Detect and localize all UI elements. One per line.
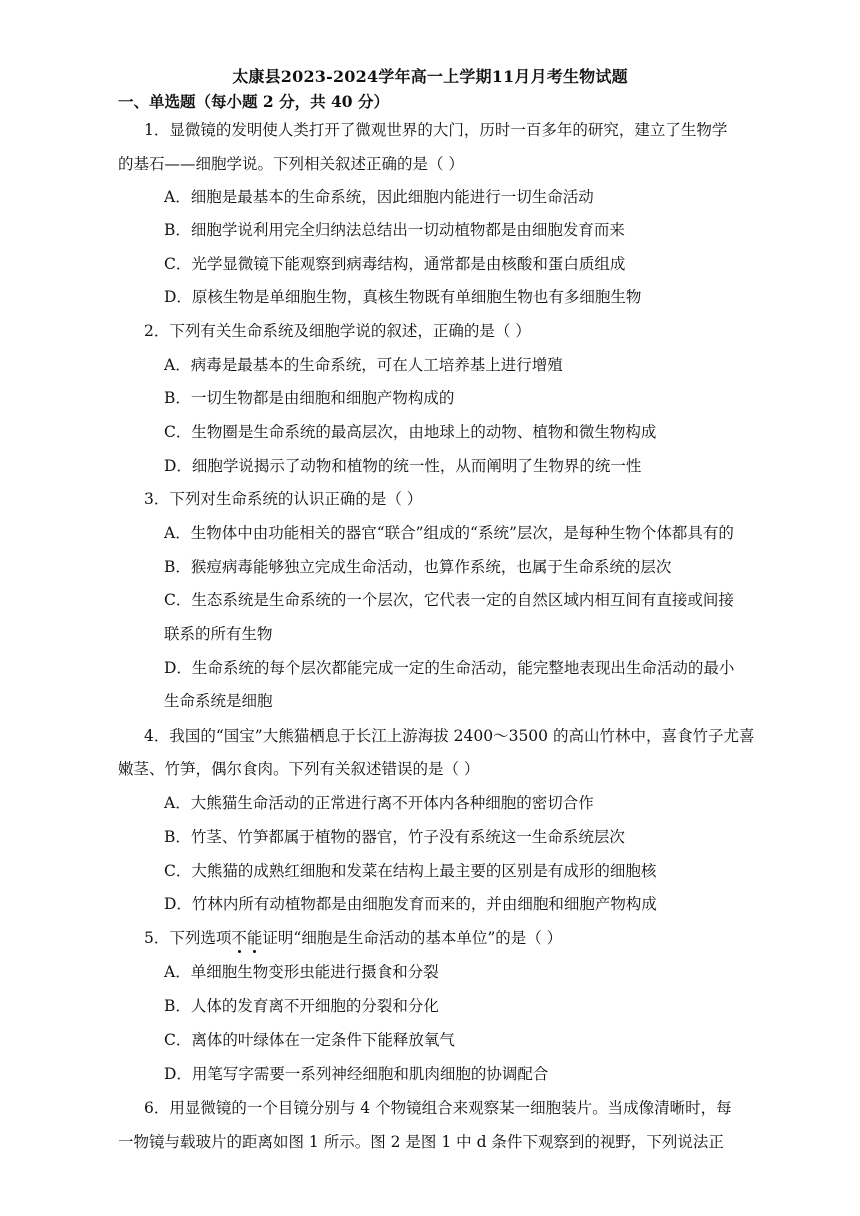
question-4-stem-line-1: 4．我国的“国宝”大熊猫栖息于长江上游海拔 2400～3500 的高山竹林中，喜食竹子尤喜 xyxy=(144,727,755,745)
question-3-stem: 3．下列对生命系统的认识正确的是（ ） xyxy=(144,490,423,508)
question-5-option-c: C．离体的叶绿体在一定条件下能释放氧气 xyxy=(164,1031,455,1049)
question-5-stem-suffix: 证明“细胞是生命活动的基本单位”的是（ ） xyxy=(262,929,563,947)
question-2-stem: 2．下列有关生命系统及细胞学说的叙述，正确的是（ ） xyxy=(144,322,531,340)
section-heading: 一、单选题（每小题 2 分，共 40 分） xyxy=(118,92,389,111)
question-3-option-b: B．猴痘病毒能够独立完成生命活动，也算作系统，也属于生命系统的层次 xyxy=(164,558,672,576)
question-1-option-d: D．原核生物是单细胞生物，真核生物既有单细胞生物也有多细胞生物 xyxy=(164,288,642,306)
question-4-option-a: A．大熊猫生命活动的正常进行离不开体内各种细胞的密切合作 xyxy=(164,794,594,812)
question-3-option-c-line-1: C．生态系统是生命系统的一个层次，它代表一定的自然区域内相互间有直接或间接 xyxy=(164,591,734,609)
question-5-option-a: A．单细胞生物变形虫能进行摄食和分裂 xyxy=(164,963,439,981)
question-5-stem-prefix: 5．下列选项 xyxy=(144,929,232,947)
emphasis-char-bu: 不 xyxy=(231,929,247,947)
question-1-option-c: C．光学显微镜下能观察到病毒结构，通常都是由核酸和蛋白质组成 xyxy=(164,255,626,273)
question-2-option-a: A．病毒是最基本的生命系统，可在人工培养基上进行增殖 xyxy=(164,356,563,374)
question-6-stem-line-2: 一物镜与载玻片的距离如图 1 所示。图 2 是图 1 中 d 条件下观察到的视野，下列说法正 xyxy=(118,1133,724,1151)
question-5-option-d: D．用笔写字需要一系列神经细胞和肌肉细胞的协调配合 xyxy=(164,1065,549,1083)
emphasis-char-neng: 能 xyxy=(246,929,263,947)
page-title: 太康县2023-2024学年高一上学期11月月考生物试题 xyxy=(232,67,628,86)
question-4-stem-line-2: 嫩茎、竹笋，偶尔食肉。下列有关叙述错误的是（ ） xyxy=(118,760,480,778)
question-3-option-d-line-2: 生命系统是细胞 xyxy=(164,692,273,710)
emphasis-dot xyxy=(238,950,241,953)
question-4-option-c: C．大熊猫的成熟红细胞和发菜在结构上最主要的区别是有成形的细胞核 xyxy=(164,862,657,880)
question-2-option-c: C．生物圈是生命系统的最高层次，由地球上的动物、植物和微生物构成 xyxy=(164,423,657,441)
question-1-option-b: B．细胞学说利用完全归纳法总结出一切动植物都是由细胞发育而来 xyxy=(164,221,625,239)
question-6-stem-line-1: 6．用显微镜的一个目镜分别与 4 个物镜组合来观察某一细胞装片。当成像清晰时，每 xyxy=(144,1099,732,1117)
question-3-option-a: A．生物体中由功能相关的器官“联合”组成的“系统”层次，是每种生物个体都具有的 xyxy=(164,524,734,542)
question-3-option-d-line-1: D．生命系统的每个层次都能完成一定的生命活动，能完整地表现出生命活动的最小 xyxy=(164,659,735,677)
emphasis-dot xyxy=(253,950,256,953)
question-4-option-d: D．竹林内所有动植物都是由细胞发育而来的，并由细胞和细胞产物构成 xyxy=(164,895,657,913)
question-5-option-b: B．人体的发育离不开细胞的分裂和分化 xyxy=(164,997,439,1015)
emphasis-mark-neng xyxy=(247,929,263,947)
question-1-option-a: A．细胞是最基本的生命系统，因此细胞内能进行一切生命活动 xyxy=(164,188,594,206)
emphasis-mark-bu xyxy=(231,929,247,947)
question-4-option-b: B．竹茎、竹笋都属于植物的器官，竹子没有系统这一生命系统层次 xyxy=(164,828,625,846)
question-1-stem-line-1: 1．显微镜的发明使人类打开了微观世界的大门，历时一百多年的研究，建立了生物学 xyxy=(144,121,728,139)
question-1-stem-line-2: 的基石——细胞学说。下列相关叙述正确的是（ ） xyxy=(118,155,464,173)
question-2-option-d: D．细胞学说揭示了动物和植物的统一性，从而阐明了生物界的统一性 xyxy=(164,457,642,475)
question-2-option-b: B．一切生物都是由细胞和细胞产物构成的 xyxy=(164,389,455,407)
question-5-stem xyxy=(144,928,562,948)
question-3-option-c-line-2: 联系的所有生物 xyxy=(164,625,273,643)
